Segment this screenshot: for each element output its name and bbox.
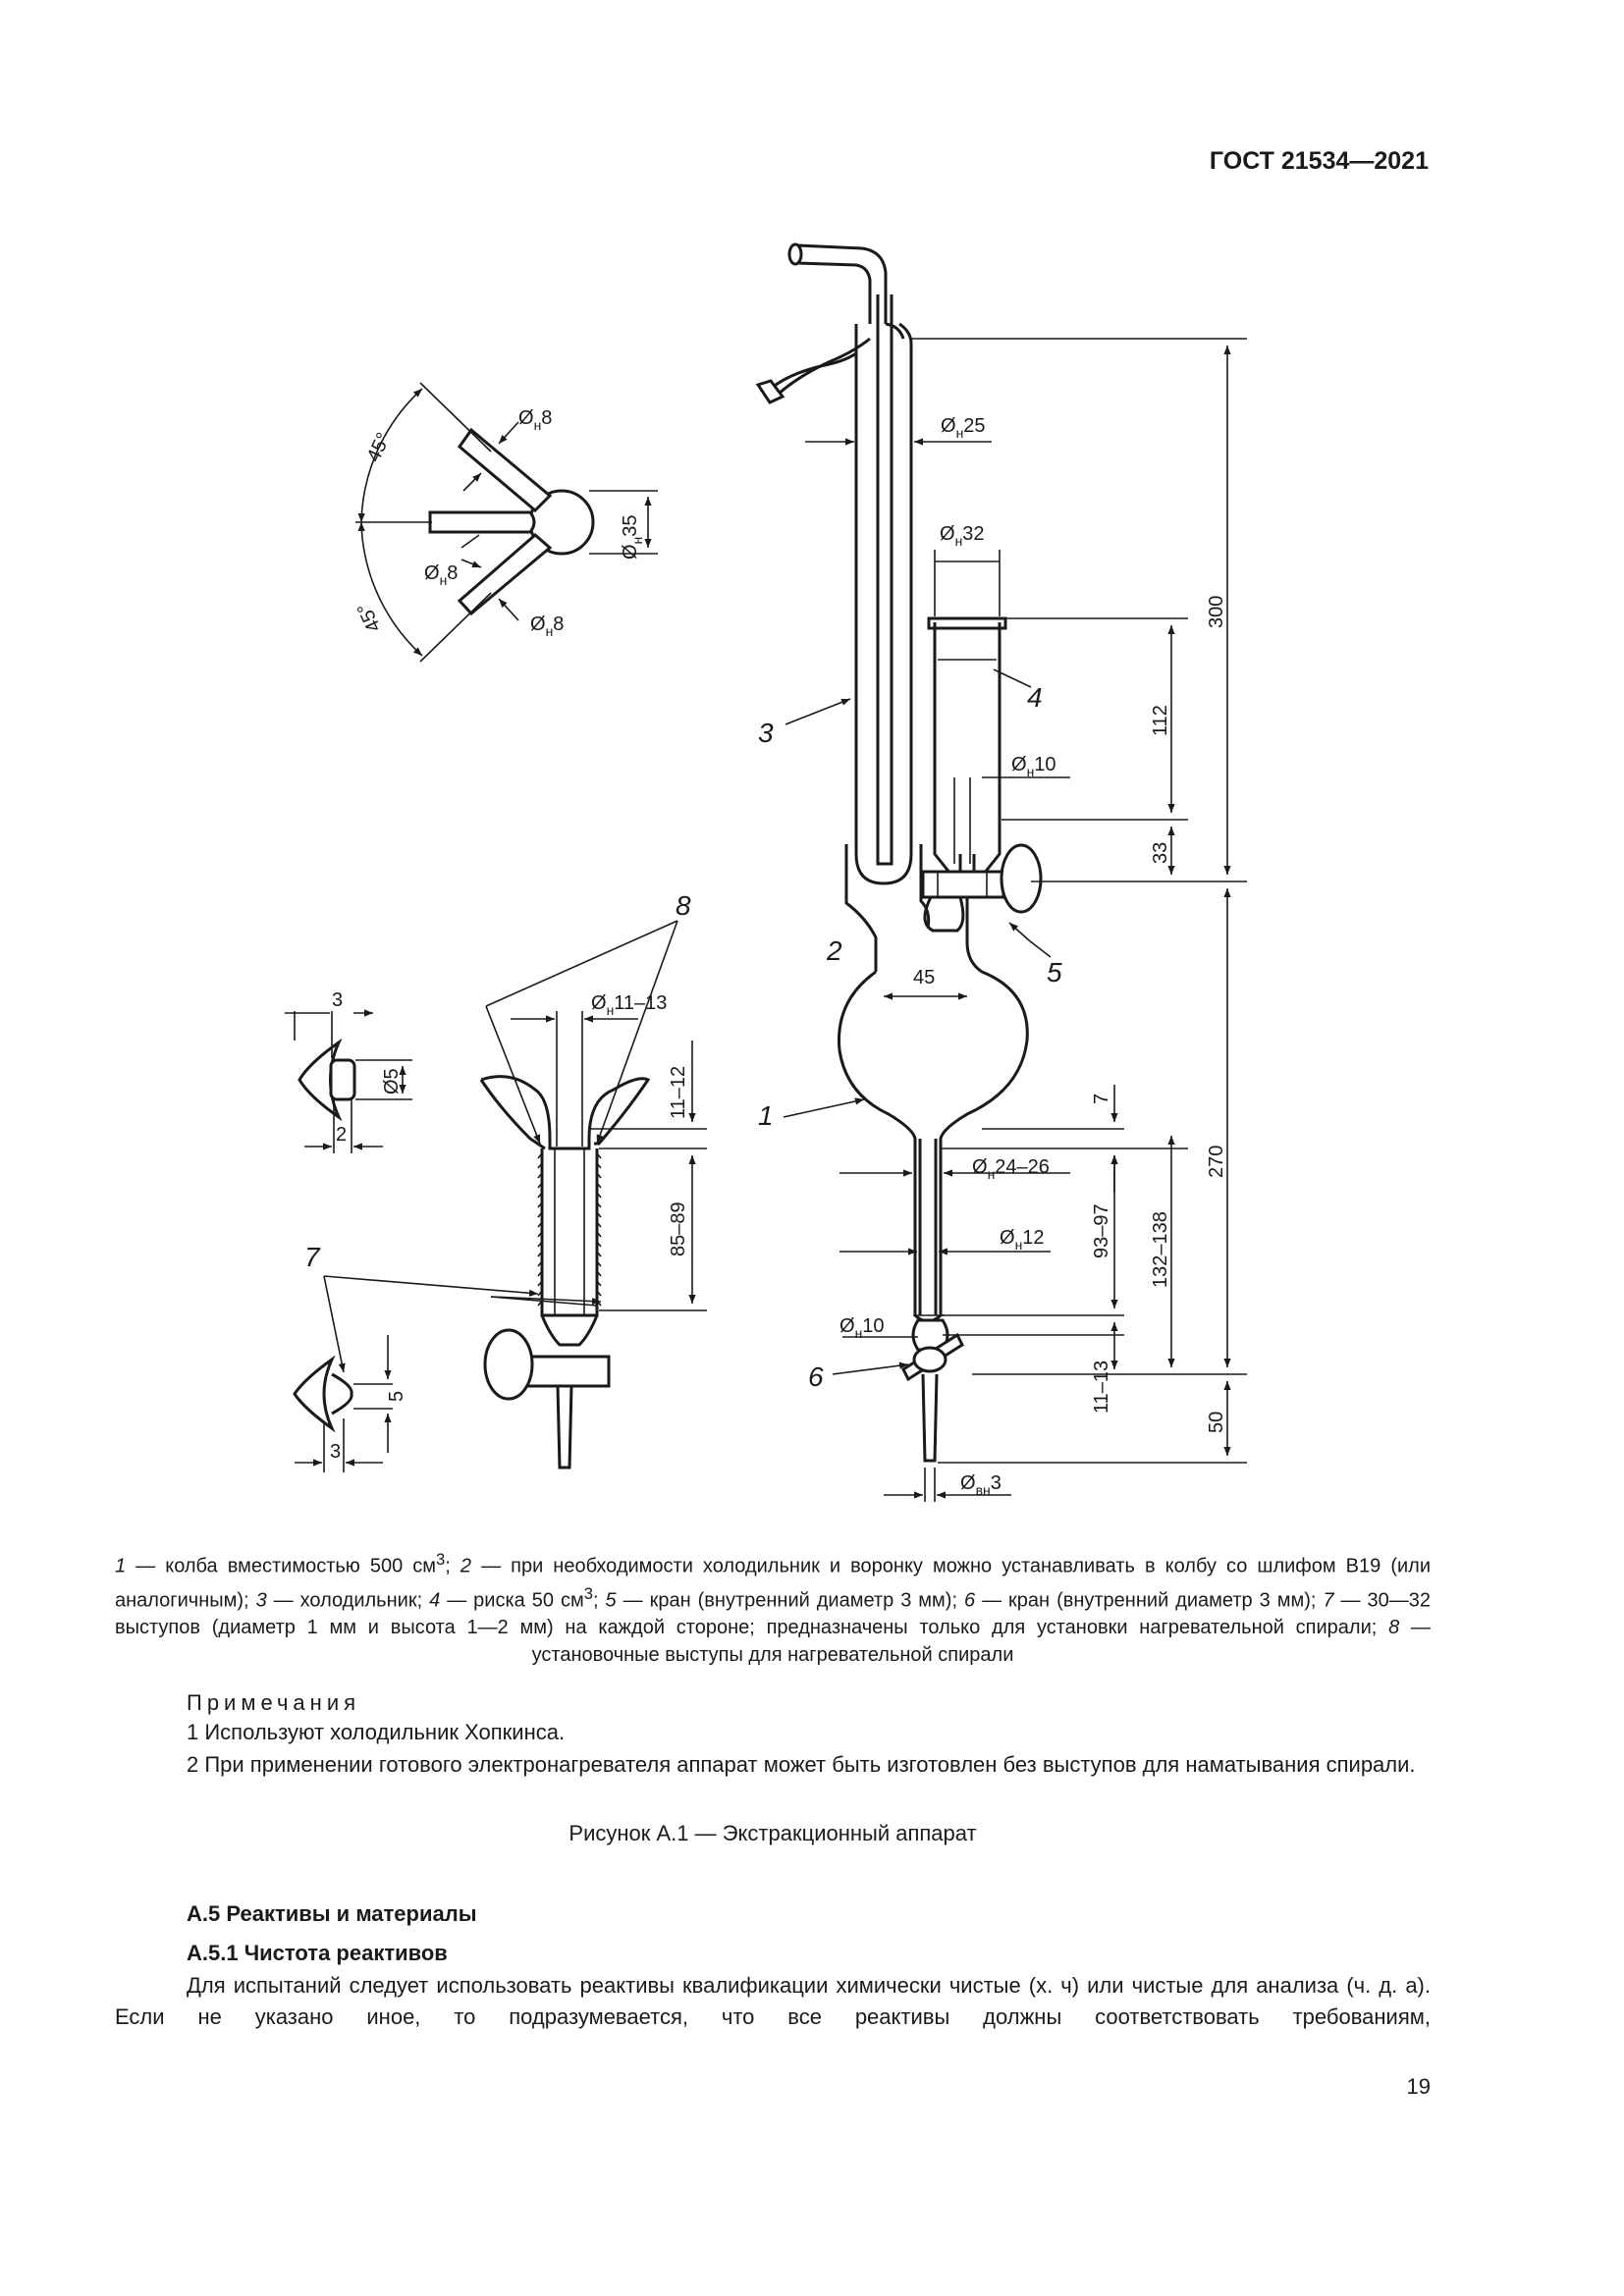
dim-angle-top: 45° (362, 429, 396, 466)
note-1: 1 Используют холодильник Хопкинса. (187, 1720, 566, 1744)
stopcock-5 (923, 872, 1003, 897)
dim-d25: $Ø_н25$ (941, 415, 986, 441)
dim-132-138: 132–138 (1150, 1211, 1171, 1288)
dim-small-3-bottom: 3 (330, 1441, 342, 1463)
notes-title: Примечания (187, 1690, 361, 1715)
side-arms-detail (352, 383, 658, 662)
top-tube (797, 245, 886, 324)
page-number: 19 (1406, 2074, 1431, 2099)
dim-d10-bottom: $Ø_н10$ (839, 1315, 885, 1341)
section-heading-a5-1: А.5.1 Чистота реактивов (187, 1941, 448, 1965)
dim-small-2: 2 (336, 1124, 348, 1146)
dim-85-89: 85–89 (668, 1201, 689, 1256)
dim-small-3-top: 3 (332, 989, 344, 1011)
dim-33: 33 (1150, 841, 1171, 864)
dim-11-13: 11–13 (1091, 1360, 1112, 1414)
dim-d32: $Ø_н32$ (940, 523, 985, 549)
dim-d24-26: $Ø_н24-26$ (972, 1156, 1050, 1182)
note-2: 2 При применении готового электронагревателя аппарат может быть изготовлен без выступов для наматывания спирали. (187, 1752, 1416, 1777)
dim-small-5: 5 (386, 1390, 407, 1402)
dim-7: 7 (1091, 1093, 1112, 1104)
callout-7: 7 (304, 1242, 320, 1272)
callout-8: 8 (676, 890, 691, 921)
condenser (856, 324, 911, 883)
dim-45: 45 (913, 967, 936, 988)
flask-neck (846, 844, 876, 972)
dim-d10-top: $Ø_н10$ (1011, 754, 1056, 779)
dim-d8-c: $Ø_н8$ (530, 614, 565, 639)
flask (839, 942, 1027, 1321)
figure-legend: 1 — колба вместимостью 500 $см^3$; 2 — при необходимости холодильник и воронку можно устанавливать в колбу со шлифом В19 (или аналогичным); 3 — холодильник; 4 — риска 50 $см^3$; 5 — кран (внутренний диаметр 3 мм); 6 — кран (внутренний диаметр 3 мм); 7 — 30—32 выступов (диаметр 1 мм и высота 1—2 мм) на каждой стороне; предназначены только для установки нагревательной спирали; 8 — установочные выступы для нагревательной спирали (115, 1550, 1432, 1667)
dim-d8-b: $Ø_н8$ (424, 562, 459, 588)
document-code: ГОСТ 21534—2021 (1209, 147, 1429, 175)
dim-112: 112 (1150, 705, 1171, 736)
dim-d12: $Ø_н12$ (1000, 1227, 1045, 1253)
section-heading-a5: А.5 Реактивы и материалы (187, 1901, 477, 1926)
dim-d8-a: $Ø_н8$ (518, 407, 553, 433)
apparatus-drawing (758, 244, 1041, 1461)
figure-caption: Рисунок А.1 — Экстракционный аппарат (568, 1821, 977, 1845)
dim-93-97: 93–97 (1091, 1203, 1112, 1258)
dim-300: 300 (1206, 595, 1227, 628)
dim-dvn3: $Ø_{вн}3$ (960, 1472, 1001, 1498)
callout-3: 3 (758, 718, 774, 748)
section-a5-1-paragraph: Для испытаний следует использовать реактивы квалификации химически чистые (х. ч) или чистые для анализа (ч. д. а). Если не указано иное, то подразумевается, что все реактивы должны соответствовать требованиям, (115, 1973, 1431, 2029)
callout-1: 1 (758, 1100, 774, 1131)
dim-270: 270 (1206, 1145, 1227, 1178)
dim-d11-13: $Ø_н11-13$ (591, 992, 668, 1018)
callout-4: 4 (1027, 682, 1043, 713)
dim-50: 50 (1206, 1411, 1227, 1433)
dim-d35: $Ø_н35$ (620, 514, 645, 560)
callout-6: 6 (808, 1362, 824, 1392)
callout-2: 2 (827, 935, 842, 966)
dim-11-12: 11–12 (668, 1065, 689, 1119)
dim-small-d5: Ø5 (381, 1068, 403, 1095)
dim-angle-bottom: 45° (352, 599, 386, 636)
callout-5: 5 (1047, 957, 1062, 988)
